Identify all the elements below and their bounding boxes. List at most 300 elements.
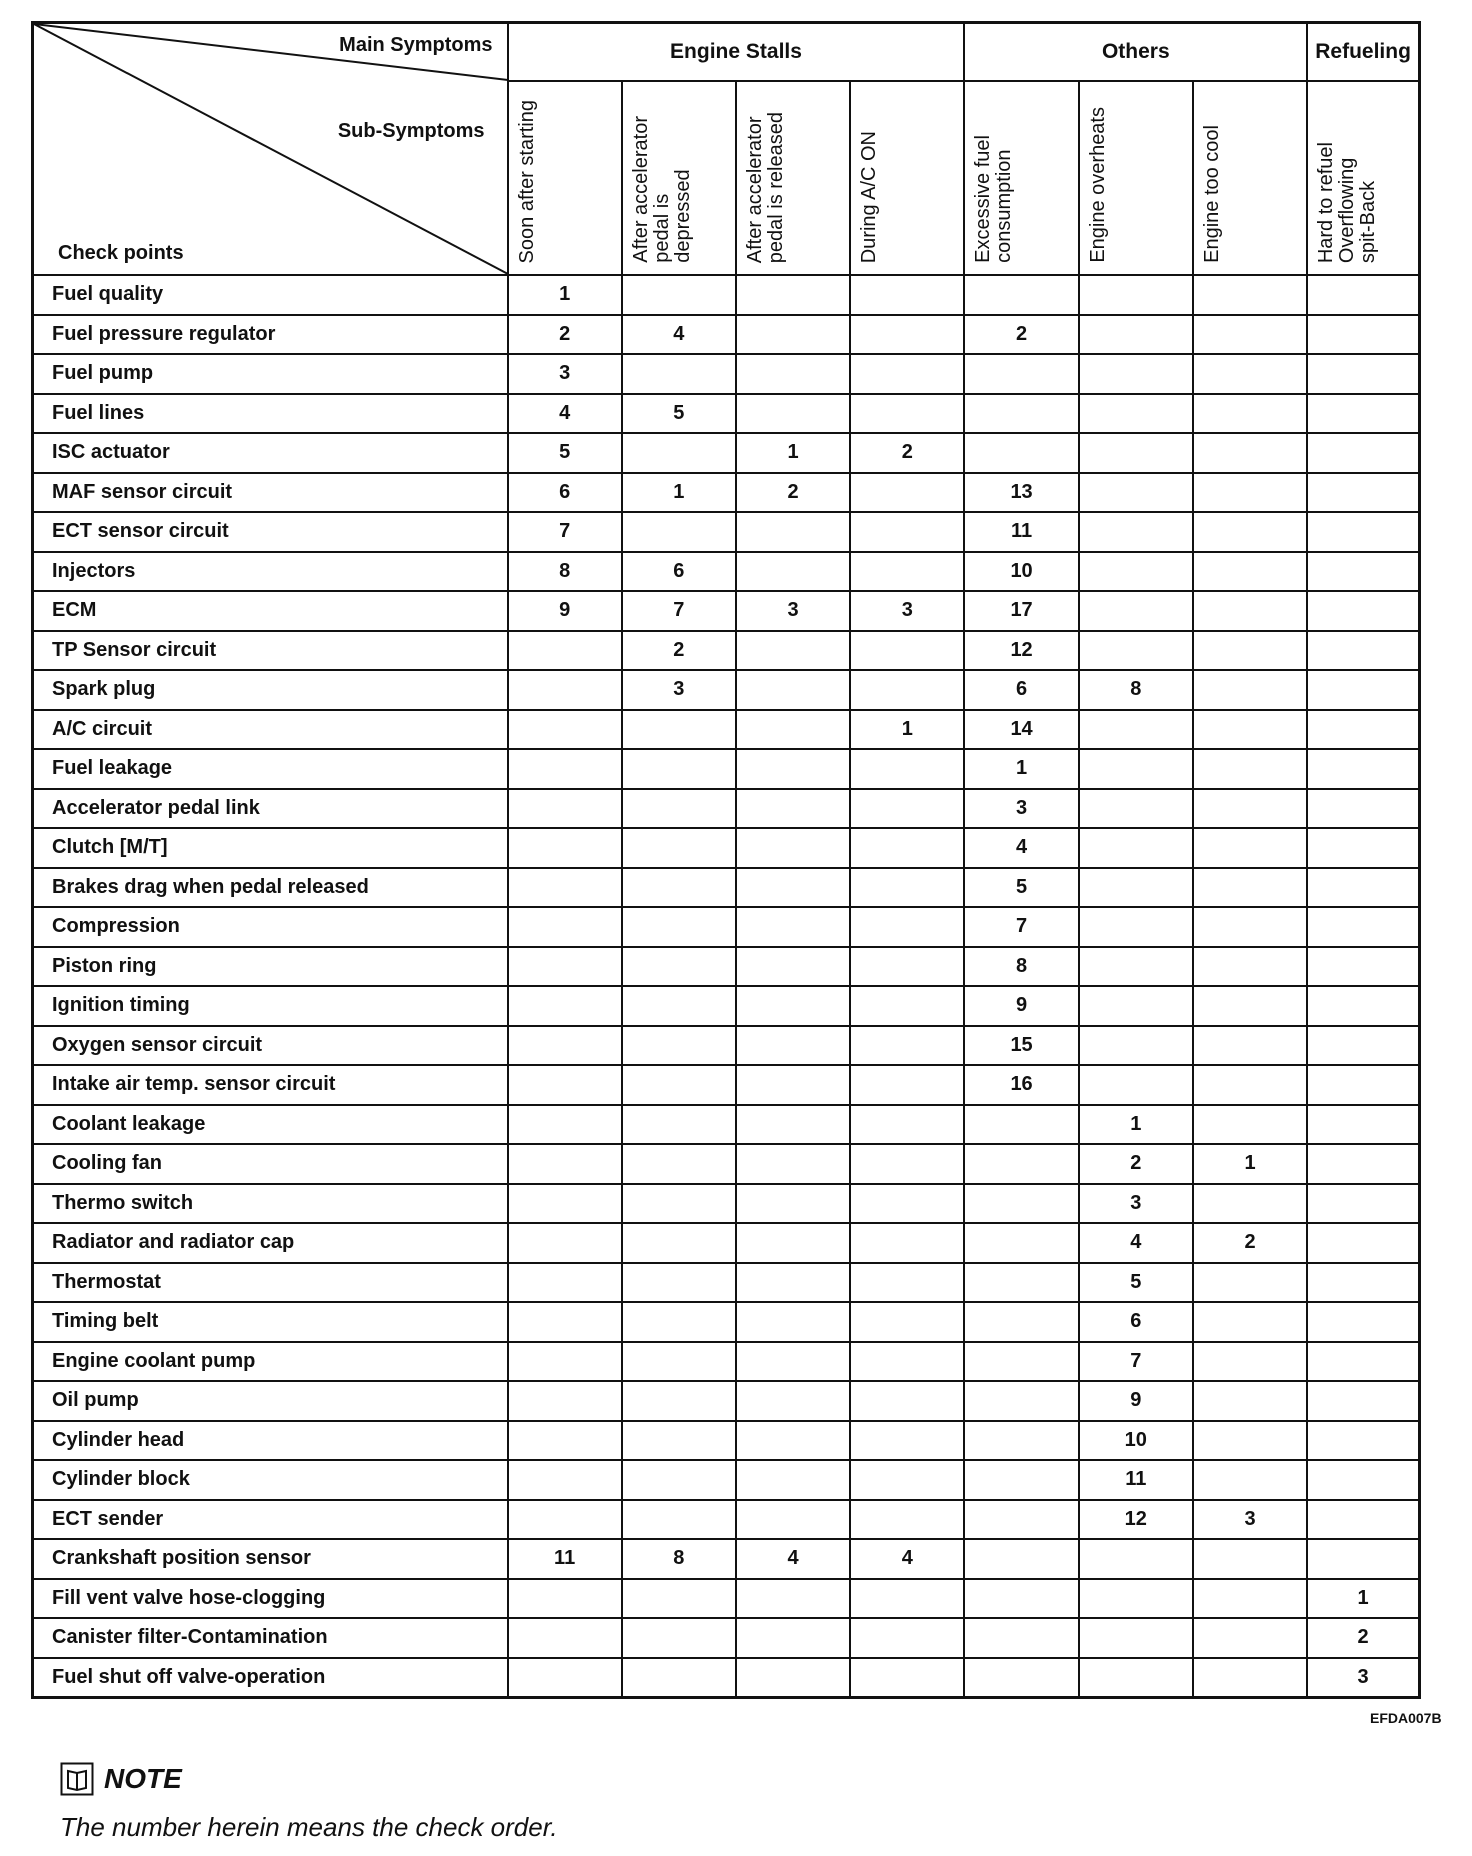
check-order-cell [1193, 868, 1307, 908]
check-order-cell: 6 [508, 473, 622, 513]
check-order-cell [508, 1105, 622, 1145]
check-order-cell: 6 [964, 670, 1078, 710]
check-order-cell [622, 710, 736, 750]
check-order-cell: 9 [1079, 1381, 1193, 1421]
check-order-cell [1193, 1421, 1307, 1461]
table-row [33, 1539, 1420, 1579]
check-order-cell [736, 315, 850, 355]
check-order-cell [736, 868, 850, 908]
table-row [33, 1026, 1420, 1066]
check-order-cell [964, 1381, 1078, 1421]
check-order-cell [850, 1302, 964, 1342]
check-order-cell [736, 1658, 850, 1698]
check-order-cell [736, 986, 850, 1026]
check-order-cell [1193, 394, 1307, 434]
check-order-cell [508, 1065, 622, 1105]
check-point-label: Fuel leakage [33, 749, 508, 789]
check-order-cell: 2 [1307, 1618, 1419, 1658]
check-order-cell [1307, 1421, 1419, 1461]
check-order-cell [508, 749, 622, 789]
check-order-cell [1079, 552, 1193, 592]
check-order-cell: 1 [1193, 1144, 1307, 1184]
check-order-cell [736, 1184, 850, 1224]
check-order-cell: 10 [1079, 1421, 1193, 1461]
check-order-cell [1079, 591, 1193, 631]
check-order-cell [508, 1263, 622, 1303]
column-header-soon-after-starting: Soon after starting [508, 81, 622, 275]
column-header-after-pedal-depressed: After accelerator pedal is depressed [622, 81, 736, 275]
check-order-cell [964, 1144, 1078, 1184]
check-order-cell: 6 [1079, 1302, 1193, 1342]
check-order-cell [622, 1421, 736, 1461]
check-order-cell [736, 947, 850, 987]
table-row [33, 1184, 1420, 1224]
check-order-cell [1307, 1223, 1419, 1263]
check-order-cell [964, 1223, 1078, 1263]
check-point-label: Fill vent valve hose-clogging [33, 1579, 508, 1619]
check-order-cell [850, 907, 964, 947]
check-order-cell [1307, 1065, 1419, 1105]
table-row [33, 1342, 1420, 1382]
check-order-cell [622, 947, 736, 987]
check-order-cell [1307, 591, 1419, 631]
check-order-cell [850, 1144, 964, 1184]
table-row [33, 710, 1420, 750]
check-order-cell [1307, 1263, 1419, 1303]
check-order-cell [1079, 986, 1193, 1026]
check-order-cell [850, 275, 964, 315]
check-order-cell [850, 552, 964, 592]
check-order-cell [1079, 947, 1193, 987]
check-order-cell [508, 868, 622, 908]
column-header-during-ac-on: During A/C ON [850, 81, 964, 275]
check-order-cell [1079, 1658, 1193, 1698]
column-header-engine-overheats: Engine overheats [1079, 81, 1193, 275]
check-order-cell [508, 1381, 622, 1421]
check-order-cell: 13 [964, 473, 1078, 513]
check-order-cell [850, 512, 964, 552]
check-order-cell: 1 [1079, 1105, 1193, 1145]
table-row [33, 315, 1420, 355]
check-point-label: ECT sensor circuit [33, 512, 508, 552]
check-order-cell [736, 512, 850, 552]
check-order-cell [508, 1342, 622, 1382]
check-order-cell [1193, 354, 1307, 394]
check-order-cell [622, 1026, 736, 1066]
check-point-label: Compression [33, 907, 508, 947]
check-order-cell [850, 631, 964, 671]
check-point-label: Oxygen sensor circuit [33, 1026, 508, 1066]
check-point-label: Fuel pump [33, 354, 508, 394]
check-order-cell [1193, 1658, 1307, 1698]
check-order-cell [964, 1460, 1078, 1500]
check-order-cell [850, 1421, 964, 1461]
check-order-cell [622, 1223, 736, 1263]
check-order-cell [1193, 1065, 1307, 1105]
check-order-cell [1079, 1026, 1193, 1066]
check-order-cell [964, 394, 1078, 434]
check-order-cell: 3 [1079, 1184, 1193, 1224]
check-point-label: Timing belt [33, 1302, 508, 1342]
table-row [33, 907, 1420, 947]
check-order-cell: 12 [1079, 1500, 1193, 1540]
check-point-label: TP Sensor circuit [33, 631, 508, 671]
check-order-cell [1307, 710, 1419, 750]
check-order-cell [850, 947, 964, 987]
check-order-cell [736, 789, 850, 829]
check-point-label: Fuel quality [33, 275, 508, 315]
check-order-cell [1193, 1263, 1307, 1303]
check-point-label: ECT sender [33, 1500, 508, 1540]
check-order-cell [622, 1579, 736, 1619]
check-order-cell [850, 789, 964, 829]
check-order-cell: 3 [736, 591, 850, 631]
check-order-cell [736, 710, 850, 750]
column-header-after-pedal-released: After accelerator pedal is released [736, 81, 850, 275]
check-order-cell [1307, 986, 1419, 1026]
check-order-cell [508, 670, 622, 710]
check-order-cell [736, 1618, 850, 1658]
check-order-cell [1079, 354, 1193, 394]
check-order-cell: 2 [508, 315, 622, 355]
check-order-cell [736, 354, 850, 394]
check-order-cell [736, 1105, 850, 1145]
check-order-cell: 1 [508, 275, 622, 315]
check-order-cell [622, 1184, 736, 1224]
check-order-cell: 4 [964, 828, 1078, 868]
check-order-cell [850, 1223, 964, 1263]
check-order-cell [1307, 433, 1419, 473]
check-order-cell [508, 1618, 622, 1658]
group-engine-stalls: Engine Stalls [508, 23, 965, 82]
check-order-cell [622, 512, 736, 552]
note-text: The number herein means the check order. [60, 1812, 558, 1842]
check-order-cell [1193, 749, 1307, 789]
check-order-cell [1193, 591, 1307, 631]
check-order-cell: 1 [850, 710, 964, 750]
check-order-cell [964, 1500, 1078, 1540]
table-row [33, 1144, 1420, 1184]
check-order-cell [1307, 947, 1419, 987]
check-order-cell [1193, 433, 1307, 473]
check-order-cell [1193, 473, 1307, 513]
check-point-label: Spark plug [33, 670, 508, 710]
check-order-cell [1079, 828, 1193, 868]
check-order-cell [622, 986, 736, 1026]
table-row [33, 986, 1420, 1026]
check-order-cell [1079, 907, 1193, 947]
check-order-cell: 11 [508, 1539, 622, 1579]
table-row [33, 433, 1420, 473]
table-row [33, 670, 1420, 710]
table-row [33, 947, 1420, 987]
check-order-cell: 4 [736, 1539, 850, 1579]
check-order-cell [736, 1342, 850, 1382]
check-order-cell: 6 [622, 552, 736, 592]
check-order-cell [736, 1144, 850, 1184]
check-order-cell: 3 [1307, 1658, 1419, 1698]
check-order-cell [736, 1421, 850, 1461]
check-order-cell [850, 986, 964, 1026]
table-row [33, 1618, 1420, 1658]
check-order-cell [850, 1065, 964, 1105]
check-order-cell [1079, 631, 1193, 671]
table-row [33, 868, 1420, 908]
check-order-cell: 7 [1079, 1342, 1193, 1382]
table-row [33, 1105, 1420, 1145]
check-order-cell [736, 749, 850, 789]
check-order-cell [622, 1381, 736, 1421]
note-title: NOTE [104, 1763, 182, 1794]
check-point-label: Brakes drag when pedal released [33, 868, 508, 908]
check-order-cell [964, 1342, 1078, 1382]
check-order-cell [964, 354, 1078, 394]
check-order-cell [1079, 315, 1193, 355]
table-row [33, 749, 1420, 789]
check-order-cell [964, 1658, 1078, 1698]
check-order-cell [1079, 512, 1193, 552]
check-order-cell [1307, 1381, 1419, 1421]
table-row [33, 631, 1420, 671]
check-order-cell: 16 [964, 1065, 1078, 1105]
check-order-cell: 4 [508, 394, 622, 434]
check-order-cell: 12 [964, 631, 1078, 671]
check-order-cell [736, 670, 850, 710]
check-order-cell [736, 1302, 850, 1342]
book-icon [60, 1762, 94, 1796]
check-order-cell [1193, 1105, 1307, 1145]
table-row [33, 473, 1420, 513]
check-order-cell [1079, 433, 1193, 473]
figure-code: EFDA007B [1370, 1710, 1442, 1726]
check-order-cell [736, 1500, 850, 1540]
check-order-cell [1307, 868, 1419, 908]
check-order-cell [850, 1460, 964, 1500]
check-order-cell [1079, 1065, 1193, 1105]
check-order-cell [1193, 1381, 1307, 1421]
check-point-label: Piston ring [33, 947, 508, 987]
check-order-cell [1307, 1460, 1419, 1500]
check-order-cell [736, 1065, 850, 1105]
check-order-cell [1193, 315, 1307, 355]
check-order-cell: 3 [508, 354, 622, 394]
check-point-label: Thermostat [33, 1263, 508, 1303]
table-row [33, 354, 1420, 394]
check-order-cell [850, 1618, 964, 1658]
check-order-cell [508, 947, 622, 987]
check-order-cell [622, 868, 736, 908]
check-order-cell [622, 354, 736, 394]
check-order-cell: 1 [736, 433, 850, 473]
check-point-label: A/C circuit [33, 710, 508, 750]
check-order-cell [508, 1500, 622, 1540]
note-heading [60, 1762, 182, 1796]
check-order-cell [622, 1302, 736, 1342]
table-row [33, 552, 1420, 592]
check-order-cell [622, 275, 736, 315]
check-order-cell [622, 1263, 736, 1303]
check-order-cell [622, 1618, 736, 1658]
check-order-cell [508, 1460, 622, 1500]
check-order-cell [850, 1026, 964, 1066]
column-header-hard-to-refuel: Hard to refuel Overflowing spit-Back [1307, 81, 1419, 275]
check-order-cell [1193, 552, 1307, 592]
table-row [33, 1579, 1420, 1619]
check-order-cell [508, 1184, 622, 1224]
check-order-cell [1193, 670, 1307, 710]
check-order-cell [1079, 749, 1193, 789]
check-order-cell [964, 1579, 1078, 1619]
check-order-cell: 2 [964, 315, 1078, 355]
check-order-cell [964, 433, 1078, 473]
check-order-cell: 7 [964, 907, 1078, 947]
column-header-engine-too-cool: Engine too cool [1193, 81, 1307, 275]
check-order-cell [964, 1618, 1078, 1658]
table-row [33, 394, 1420, 434]
check-order-cell [850, 1105, 964, 1145]
check-order-cell: 9 [964, 986, 1078, 1026]
check-order-cell: 2 [850, 433, 964, 473]
table-row [33, 1223, 1420, 1263]
check-point-label: Fuel shut off valve-operation [33, 1658, 508, 1698]
check-order-cell [1307, 1184, 1419, 1224]
check-order-cell [1193, 710, 1307, 750]
check-order-cell [1079, 394, 1193, 434]
check-order-cell [508, 1144, 622, 1184]
table-row [33, 1263, 1420, 1303]
check-order-cell [622, 433, 736, 473]
check-order-cell [1193, 631, 1307, 671]
check-order-cell [1307, 275, 1419, 315]
check-order-cell: 1 [622, 473, 736, 513]
check-point-label: Accelerator pedal link [33, 789, 508, 829]
check-order-cell [1193, 947, 1307, 987]
check-order-cell: 8 [964, 947, 1078, 987]
check-order-cell [1079, 868, 1193, 908]
table-row [33, 1381, 1420, 1421]
check-point-label: Engine coolant pump [33, 1342, 508, 1382]
table-row [33, 1500, 1420, 1540]
table-row [33, 1302, 1420, 1342]
table-row [33, 275, 1420, 315]
check-order-cell [1307, 473, 1419, 513]
check-order-cell [1193, 1579, 1307, 1619]
check-order-cell [508, 828, 622, 868]
check-order-cell: 8 [508, 552, 622, 592]
check-order-cell [1193, 275, 1307, 315]
check-order-cell [1307, 907, 1419, 947]
check-point-label: Cylinder block [33, 1460, 508, 1500]
check-order-cell [964, 1263, 1078, 1303]
check-order-cell [964, 1302, 1078, 1342]
check-order-cell: 11 [964, 512, 1078, 552]
check-order-cell [622, 1460, 736, 1500]
check-order-cell [1307, 1144, 1419, 1184]
table-row [33, 1460, 1420, 1500]
check-order-cell [1193, 1539, 1307, 1579]
check-order-cell [622, 828, 736, 868]
check-order-cell [1079, 473, 1193, 513]
check-order-cell [622, 1105, 736, 1145]
check-order-cell [850, 828, 964, 868]
check-order-cell [850, 1184, 964, 1224]
check-order-cell [1307, 1342, 1419, 1382]
check-order-cell: 1 [964, 749, 1078, 789]
check-order-cell [1307, 354, 1419, 394]
check-point-label: Clutch [M/T] [33, 828, 508, 868]
check-order-cell [736, 275, 850, 315]
check-order-cell [622, 1144, 736, 1184]
check-order-cell [508, 710, 622, 750]
check-order-cell: 4 [622, 315, 736, 355]
check-order-cell [1307, 631, 1419, 671]
check-order-cell [964, 275, 1078, 315]
check-order-cell [736, 552, 850, 592]
check-order-cell [850, 315, 964, 355]
diagonal-divider [34, 24, 508, 274]
check-order-cell [736, 1026, 850, 1066]
check-order-cell [964, 1539, 1078, 1579]
check-point-label: Cylinder head [33, 1421, 508, 1461]
check-order-cell [508, 1302, 622, 1342]
check-order-cell [508, 789, 622, 829]
check-order-cell [736, 907, 850, 947]
check-order-cell [508, 1223, 622, 1263]
check-order-cell: 2 [1079, 1144, 1193, 1184]
check-order-cell [1307, 749, 1419, 789]
check-order-cell [1193, 1342, 1307, 1382]
check-points-label: Check points [58, 242, 184, 264]
check-order-cell [622, 1658, 736, 1698]
check-order-cell [1079, 1618, 1193, 1658]
check-order-cell: 7 [508, 512, 622, 552]
check-order-cell: 3 [850, 591, 964, 631]
check-order-cell [1307, 670, 1419, 710]
check-point-label: Injectors [33, 552, 508, 592]
check-order-cell [1193, 986, 1307, 1026]
check-point-label: Crankshaft position sensor [33, 1539, 508, 1579]
column-header-excessive-fuel-consumption: Excessive fuel consumption [964, 81, 1078, 275]
check-order-cell [850, 1263, 964, 1303]
check-point-label: MAF sensor circuit [33, 473, 508, 513]
group-others: Others [964, 23, 1307, 82]
header-corner-cell [33, 23, 508, 276]
check-order-cell: 5 [1079, 1263, 1193, 1303]
check-order-cell: 14 [964, 710, 1078, 750]
check-order-cell: 1 [1307, 1579, 1419, 1619]
check-order-cell [1307, 512, 1419, 552]
check-point-label: ECM [33, 591, 508, 631]
check-order-cell [1193, 789, 1307, 829]
check-order-cell [736, 631, 850, 671]
check-order-cell [1307, 789, 1419, 829]
check-order-cell [1307, 552, 1419, 592]
check-order-cell [508, 1026, 622, 1066]
check-order-cell [508, 1421, 622, 1461]
check-order-cell: 5 [964, 868, 1078, 908]
check-order-cell [1307, 1539, 1419, 1579]
check-order-cell: 17 [964, 591, 1078, 631]
check-order-cell [850, 868, 964, 908]
symptom-check-table [31, 21, 1421, 1699]
check-order-cell [1193, 1302, 1307, 1342]
check-order-cell: 7 [622, 591, 736, 631]
table-row [33, 1658, 1420, 1698]
table-body [33, 275, 1420, 1698]
check-point-label: Thermo switch [33, 1184, 508, 1224]
check-order-cell [850, 1658, 964, 1698]
check-point-label: Coolant leakage [33, 1105, 508, 1145]
